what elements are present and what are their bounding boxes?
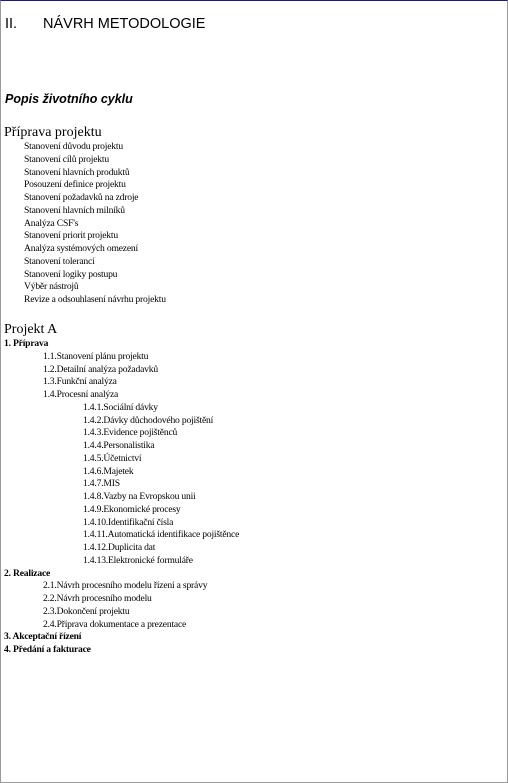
list-item: Stanovení logiky postupu [24, 268, 118, 280]
outline-item: 1.1.Stanovení plánu projektu [43, 350, 149, 362]
list-item: Stanovení požadavků na zdroje [24, 192, 139, 203]
outline-item: 1.4.7.MIS [83, 478, 120, 490]
priprava-list [1, 141, 166, 307]
list-item: Stanovení cílů projektu [24, 153, 109, 165]
list-item: Stanovení hlavních milníků [24, 204, 125, 216]
outline-item: 1.4.1.Sociální dávky [83, 401, 158, 413]
list-item: Posouzení definice projektu [24, 179, 126, 191]
outline-item: 2.2.Návrh procesního modelu [43, 593, 152, 604]
outline-item: 1.4.8.Vazby na Evropskou unii [83, 491, 196, 502]
priprava-title: Příprava projektu [4, 125, 102, 140]
outline-item: 1.4.3.Evidence pojištěnců [83, 427, 178, 439]
list-item: Revize a odsouhlasení návrhu projektu [24, 294, 166, 305]
outline-phase: 1. Příprava [4, 338, 49, 349]
outline-item: 2.1.Návrh procesního modelu řízení a správy [43, 580, 208, 592]
outline-item: 1.4.2.Dávky důchodového pojištění [83, 414, 214, 426]
outline-item: 1.2.Detailní analýza požadavků [43, 363, 158, 375]
list-item: Výběr nástrojů [24, 281, 79, 293]
outline-item: 1.4.13.Elektronické formuláře [83, 554, 193, 566]
outline-item: 1.4.11.Automatická identifikace pojištěnce [83, 529, 240, 541]
outline-item: 1.4.10.Identifikační čísla [83, 516, 174, 528]
outline-item: 2.4.Příprava dokumentace a prezentace [43, 618, 187, 630]
outline-phase: 4. Předání a fakturace [4, 644, 91, 655]
list-item: Stanovení priorit projektu [24, 230, 118, 242]
outline-item: 1.4.9.Ekonomické procesy [83, 503, 181, 515]
chapter-title: NÁVRH METODOLOGIE [43, 16, 206, 32]
outline-item: 1.4.5.Účetnictví [83, 452, 142, 464]
chapter-number: II. [5, 16, 18, 32]
projekt-title: Projekt A [4, 322, 58, 337]
outline-item: 1.4.12.Duplicita dat [83, 542, 156, 553]
outline-item: 2.3.Dokončení projektu [43, 605, 130, 617]
outline-item: 1.4.6.Majetek [83, 465, 134, 477]
list-item: Analýza CSF's [24, 217, 79, 229]
list-item: Analýza systémových omezení [24, 243, 138, 254]
chapter-heading [5, 16, 205, 32]
outline-item: 1.4.4.Personalistika [83, 440, 155, 451]
list-item: Stanovení tolerancí [24, 255, 95, 267]
outline-item: 1.4.Procesní analýza [43, 389, 119, 400]
section-subtitle: Popis životního cyklu [5, 92, 133, 106]
list-item: Stanovení hlavních produktů [24, 166, 130, 178]
outline-phase: 2. Realizace [4, 567, 51, 579]
outline-phase: 3. Akceptační řízení [4, 631, 82, 643]
list-item: Stanovení důvodu projektu [24, 141, 123, 152]
projekt-outline [1, 338, 239, 657]
outline-item: 1.3.Funkční analýza [43, 376, 117, 388]
